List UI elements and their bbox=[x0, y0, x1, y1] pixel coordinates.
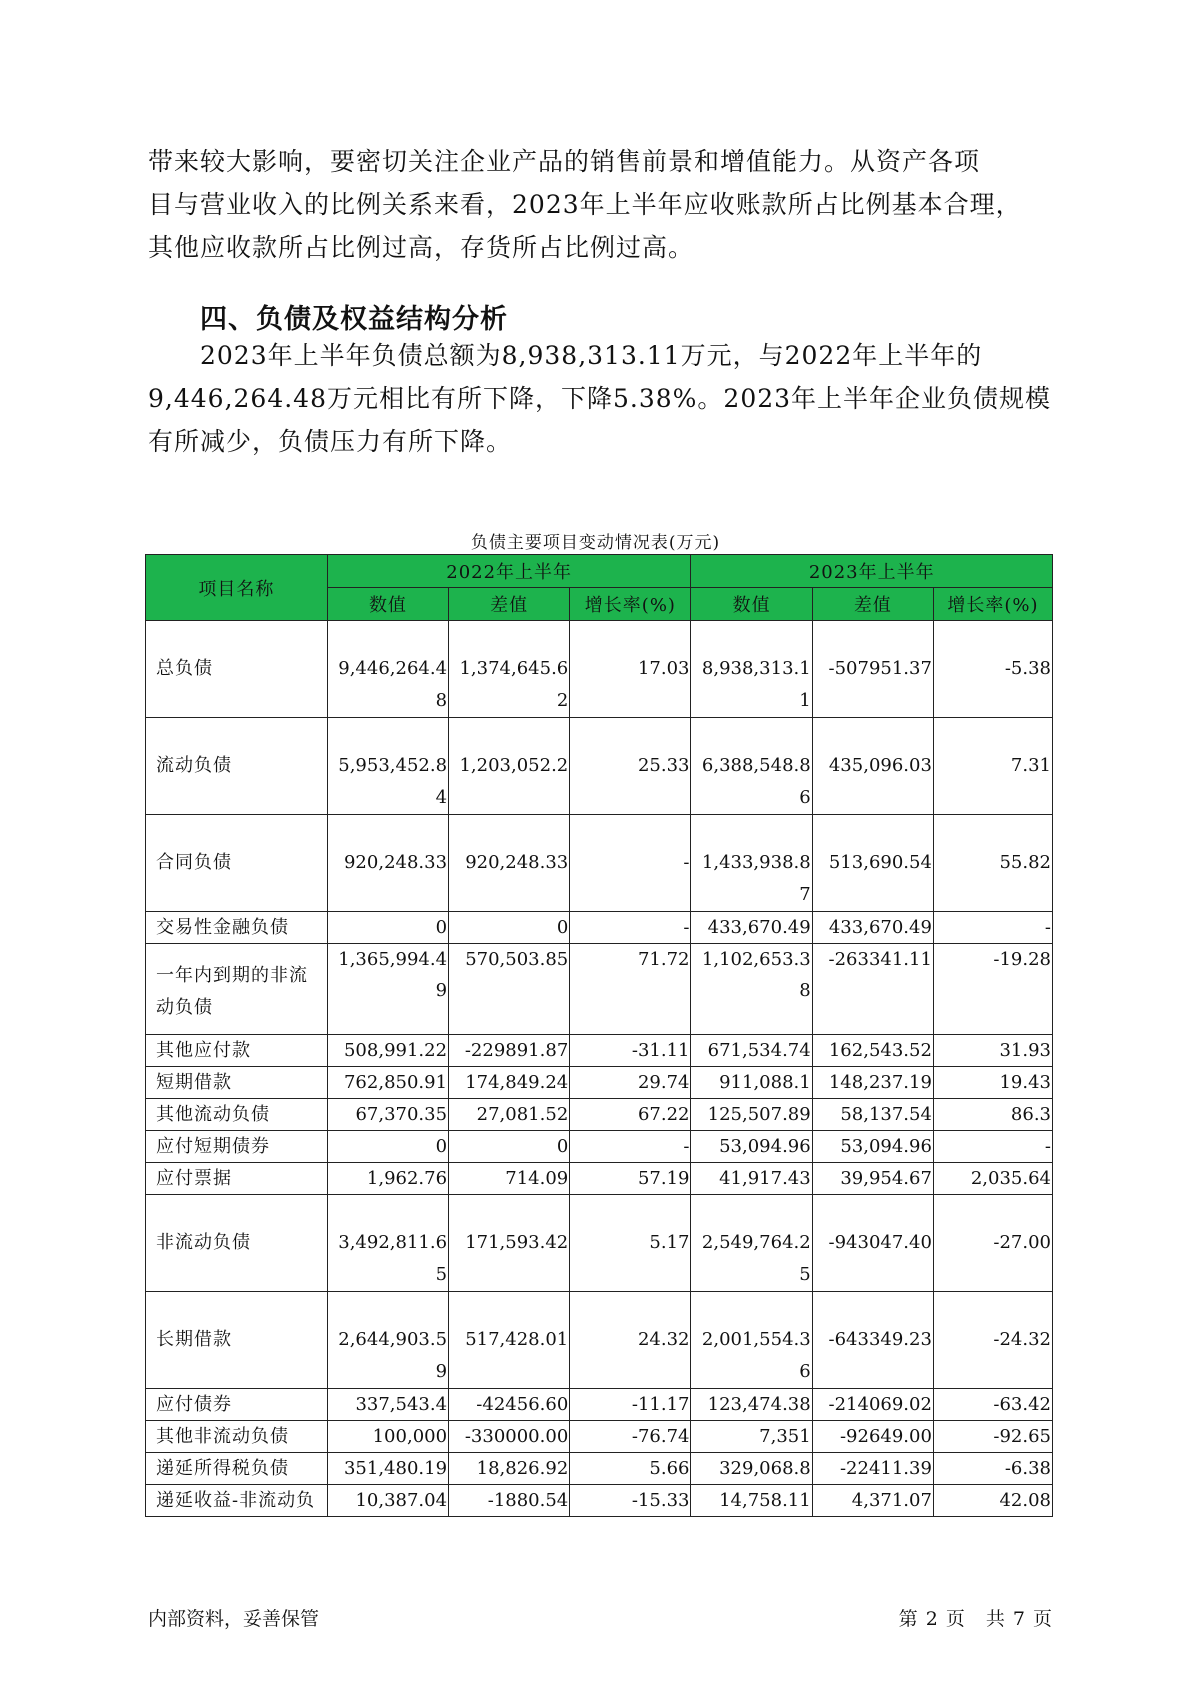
cell-text: 517,428.01 bbox=[465, 1329, 569, 1350]
cell-text: 24.32 bbox=[637, 1329, 690, 1350]
cell-text: 513,690.54 bbox=[828, 852, 932, 873]
table-cell-d23 bbox=[812, 1389, 933, 1421]
table-cell-d23 bbox=[812, 1067, 933, 1099]
page-number: 第 2 页 共 7 页 bbox=[898, 1608, 1053, 1630]
table-cell-g23 bbox=[933, 912, 1052, 944]
cell-text: 148,237.19 bbox=[828, 1072, 932, 1093]
table-cell-g22 bbox=[570, 1035, 691, 1067]
table-cell-d23 bbox=[812, 621, 933, 718]
table-cell-v22 bbox=[327, 815, 448, 912]
table-cell-g22 bbox=[570, 1131, 691, 1163]
header-growth-2022: 增长率(%) bbox=[570, 588, 691, 621]
table-cell-g22 bbox=[570, 1067, 691, 1099]
cell-text: 19.43 bbox=[999, 1072, 1051, 1093]
table-cell-d22 bbox=[449, 1163, 570, 1195]
cell-text: 2,549,764.25 bbox=[701, 1232, 811, 1285]
body-paragraph bbox=[148, 334, 1056, 463]
intro-line: 目与营业收入的比例关系来看，2023年上半年应收账款所占比例基本合理， bbox=[148, 190, 1022, 219]
cell-text: 329,068.8 bbox=[719, 1458, 811, 1479]
cell-text: 55.82 bbox=[999, 852, 1051, 873]
cell-text: 应付短期债券 bbox=[156, 1136, 270, 1157]
cell-text: -643349.23 bbox=[828, 1329, 932, 1350]
cell-text: 1,102,653.38 bbox=[701, 949, 811, 1001]
cell-text: - bbox=[1044, 917, 1051, 938]
cell-text: -27.00 bbox=[993, 1232, 1051, 1253]
table-cell-g22 bbox=[570, 1389, 691, 1421]
table-cell-d23 bbox=[812, 1035, 933, 1067]
row-label bbox=[146, 1421, 328, 1453]
table-cell-v22 bbox=[327, 1099, 448, 1131]
footer-confidential: 内部资料，妥善保管 bbox=[148, 1608, 320, 1630]
cell-text: -24.32 bbox=[993, 1329, 1051, 1350]
cell-text: -42456.60 bbox=[476, 1394, 569, 1415]
cell-text: 2,644,903.59 bbox=[338, 1329, 448, 1382]
cell-text: 41,917.43 bbox=[719, 1168, 811, 1189]
cell-text: 162,543.52 bbox=[828, 1040, 932, 1061]
table-cell-g22 bbox=[570, 1163, 691, 1195]
cell-text: 337,543.4 bbox=[355, 1394, 448, 1415]
cell-text: 应付票据 bbox=[156, 1168, 232, 1189]
liabilities-table bbox=[145, 554, 1053, 1517]
row-label bbox=[146, 1067, 328, 1099]
table-cell-g22 bbox=[570, 1453, 691, 1485]
table-cell-g22 bbox=[570, 1195, 691, 1292]
cell-text: 14,758.11 bbox=[719, 1490, 811, 1511]
table-cell-d22 bbox=[449, 1389, 570, 1421]
cell-text: -507951.37 bbox=[828, 658, 932, 679]
table-row bbox=[146, 1195, 1053, 1292]
header-period-2022: 2022年上半年 bbox=[327, 555, 691, 588]
cell-text: 其他应付款 bbox=[156, 1040, 251, 1061]
cell-text: -92.65 bbox=[993, 1426, 1051, 1447]
cell-text: 2,035.64 bbox=[970, 1168, 1051, 1189]
table-cell-d23 bbox=[812, 1131, 933, 1163]
cell-text: 4,371.07 bbox=[851, 1490, 932, 1511]
cell-text: 合同负债 bbox=[156, 852, 232, 873]
table-row bbox=[146, 1067, 1053, 1099]
cell-text: 71.72 bbox=[637, 949, 690, 970]
cell-text: 671,534.74 bbox=[707, 1040, 811, 1061]
cell-text: 171,593.42 bbox=[465, 1232, 569, 1253]
table-row bbox=[146, 1453, 1053, 1485]
cell-text: 递延所得税负债 bbox=[156, 1458, 289, 1479]
cell-text: -76.74 bbox=[631, 1426, 690, 1447]
cell-text: 714.09 bbox=[505, 1168, 569, 1189]
table-cell-d22 bbox=[449, 815, 570, 912]
cell-text: 29.74 bbox=[637, 1072, 690, 1093]
cell-text: 一年内到期的非流动负债 bbox=[156, 965, 308, 1018]
header-item-name: 项目名称 bbox=[146, 555, 328, 621]
table-cell-v23 bbox=[691, 1163, 812, 1195]
cell-text: -63.42 bbox=[993, 1394, 1051, 1415]
table-cell-g22 bbox=[570, 912, 691, 944]
table-cell-g23 bbox=[933, 1163, 1052, 1195]
table-cell-d22 bbox=[449, 1131, 570, 1163]
row-label bbox=[146, 1163, 328, 1195]
cell-text: 非流动负债 bbox=[156, 1232, 251, 1253]
cell-text: 2,001,554.36 bbox=[701, 1329, 811, 1382]
table-body bbox=[146, 621, 1053, 1517]
table-cell-v22 bbox=[327, 1292, 448, 1389]
cell-text: 0 bbox=[556, 917, 569, 938]
cell-text: 39,954.67 bbox=[840, 1168, 932, 1189]
body-line: 2023年上半年负债总额为8,938,313.11万元，与2022年上半年的 bbox=[200, 341, 983, 370]
cell-text: 10,387.04 bbox=[355, 1490, 448, 1511]
table-cell-v22 bbox=[327, 621, 448, 718]
table-cell-v23 bbox=[691, 718, 812, 815]
row-label bbox=[146, 621, 328, 718]
table-cell-v22 bbox=[327, 1195, 448, 1292]
table-cell-g22 bbox=[570, 944, 691, 1035]
cell-text: 920,248.33 bbox=[343, 852, 448, 873]
cell-text: 123,474.38 bbox=[707, 1394, 811, 1415]
table-cell-v23 bbox=[691, 1453, 812, 1485]
cell-text: 53,094.96 bbox=[840, 1136, 932, 1157]
table-cell-d22 bbox=[449, 1453, 570, 1485]
cell-text: 交易性金融负债 bbox=[156, 917, 289, 938]
table-cell-g22 bbox=[570, 1099, 691, 1131]
cell-text: 5,953,452.84 bbox=[338, 755, 448, 808]
table-cell-d23 bbox=[812, 1163, 933, 1195]
table-row bbox=[146, 1421, 1053, 1453]
cell-text: 920,248.33 bbox=[465, 852, 569, 873]
cell-text: 总负债 bbox=[156, 658, 213, 679]
table-row bbox=[146, 1389, 1053, 1421]
table-cell-g22 bbox=[570, 1421, 691, 1453]
table-cell-d23 bbox=[812, 1421, 933, 1453]
cell-text: 100,000 bbox=[372, 1426, 448, 1447]
cell-text: 1,203,052.2 bbox=[459, 755, 569, 776]
cell-text: 25.33 bbox=[637, 755, 690, 776]
cell-text: 433,670.49 bbox=[707, 917, 811, 938]
table-cell-g22 bbox=[570, 1292, 691, 1389]
cell-text: 174,849.24 bbox=[465, 1072, 569, 1093]
table-cell-d23 bbox=[812, 1099, 933, 1131]
table-cell-v22 bbox=[327, 1163, 448, 1195]
intro-line: 带来较大影响，要密切关注企业产品的销售前景和增值能力。从资产各项 bbox=[148, 147, 981, 176]
row-label bbox=[146, 944, 328, 1035]
cell-text: 1,433,938.87 bbox=[701, 852, 811, 905]
table-row bbox=[146, 1485, 1053, 1517]
cell-text: 9,446,264.48 bbox=[338, 658, 448, 711]
table-row bbox=[146, 1131, 1053, 1163]
table-cell-d22 bbox=[449, 1421, 570, 1453]
cell-text: 6,388,548.86 bbox=[701, 755, 811, 808]
table-row bbox=[146, 944, 1053, 1035]
cell-text: 42.08 bbox=[999, 1490, 1051, 1511]
cell-text: 125,507.89 bbox=[707, 1104, 811, 1125]
table-cell-g23 bbox=[933, 1421, 1052, 1453]
table-cell-v23 bbox=[691, 1389, 812, 1421]
intro-line: 其他应收款所占比例过高，存货所占比例过高。 bbox=[148, 233, 695, 262]
table-row bbox=[146, 1292, 1053, 1389]
cell-text: 351,480.19 bbox=[343, 1458, 448, 1479]
table-cell-g23 bbox=[933, 1099, 1052, 1131]
row-label bbox=[146, 912, 328, 944]
table-cell-d22 bbox=[449, 1485, 570, 1517]
row-label bbox=[146, 718, 328, 815]
table-cell-d23 bbox=[812, 1485, 933, 1517]
table-cell-v23 bbox=[691, 1035, 812, 1067]
table-cell-v22 bbox=[327, 912, 448, 944]
table-cell-v23 bbox=[691, 1099, 812, 1131]
table-cell-d23 bbox=[812, 1195, 933, 1292]
header-growth-2023: 增长率(%) bbox=[933, 588, 1052, 621]
table-cell-d22 bbox=[449, 912, 570, 944]
cell-text: -1880.54 bbox=[487, 1490, 569, 1511]
table-cell-g23 bbox=[933, 1035, 1052, 1067]
cell-text: 短期借款 bbox=[156, 1072, 232, 1093]
row-label bbox=[146, 1292, 328, 1389]
cell-text: 67.22 bbox=[637, 1104, 690, 1125]
cell-text: 流动负债 bbox=[156, 755, 232, 776]
table-cell-v22 bbox=[327, 1453, 448, 1485]
cell-text: 1,374,645.62 bbox=[459, 658, 569, 711]
table-cell-v23 bbox=[691, 944, 812, 1035]
table-cell-g23 bbox=[933, 621, 1052, 718]
cell-text: 7.31 bbox=[1010, 755, 1051, 776]
row-label bbox=[146, 1131, 328, 1163]
cell-text: - bbox=[683, 852, 690, 873]
cell-text: -11.17 bbox=[631, 1394, 690, 1415]
table-cell-g23 bbox=[933, 1453, 1052, 1485]
cell-text: -5.38 bbox=[1004, 658, 1051, 679]
cell-text: 5.66 bbox=[649, 1458, 690, 1479]
table-cell-g23 bbox=[933, 1292, 1052, 1389]
intro-paragraph bbox=[148, 140, 1056, 269]
row-label bbox=[146, 815, 328, 912]
cell-text: 其他非流动负债 bbox=[156, 1426, 289, 1447]
cell-text: 27,081.52 bbox=[476, 1104, 569, 1125]
cell-text: 8,938,313.11 bbox=[701, 658, 811, 711]
row-label bbox=[146, 1195, 328, 1292]
table-cell-g23 bbox=[933, 1067, 1052, 1099]
table-cell-g23 bbox=[933, 1389, 1052, 1421]
cell-text: 17.03 bbox=[637, 658, 690, 679]
table-cell-v23 bbox=[691, 1292, 812, 1389]
cell-text: 0 bbox=[435, 1136, 448, 1157]
table-cell-g23 bbox=[933, 1131, 1052, 1163]
cell-text: -22411.39 bbox=[839, 1458, 932, 1479]
header-diff-2022: 差值 bbox=[449, 588, 570, 621]
cell-text: - bbox=[1044, 1136, 1051, 1157]
cell-text: 762,850.91 bbox=[343, 1072, 448, 1093]
header-value-2023: 数值 bbox=[691, 588, 812, 621]
cell-text: -263341.11 bbox=[828, 949, 932, 970]
table-row bbox=[146, 718, 1053, 815]
table-cell-v23 bbox=[691, 1067, 812, 1099]
header-diff-2023: 差值 bbox=[812, 588, 933, 621]
table-cell-v22 bbox=[327, 1067, 448, 1099]
cell-text: -330000.00 bbox=[464, 1426, 569, 1447]
cell-text: 1,962.76 bbox=[366, 1168, 448, 1189]
table-cell-v23 bbox=[691, 621, 812, 718]
cell-text: -229891.87 bbox=[464, 1040, 569, 1061]
table-cell-v23 bbox=[691, 815, 812, 912]
cell-text: 18,826.92 bbox=[476, 1458, 569, 1479]
row-label bbox=[146, 1485, 328, 1517]
header-period-2023: 2023年上半年 bbox=[691, 555, 1053, 588]
cell-text: -19.28 bbox=[993, 949, 1051, 970]
table-cell-v22 bbox=[327, 718, 448, 815]
table-cell-g23 bbox=[933, 1485, 1052, 1517]
table-cell-v22 bbox=[327, 1485, 448, 1517]
table-cell-v23 bbox=[691, 1421, 812, 1453]
cell-text: 67,370.35 bbox=[355, 1104, 448, 1125]
cell-text: -92649.00 bbox=[839, 1426, 932, 1447]
section-heading: 四、负债及权益结构分析 bbox=[200, 304, 508, 335]
cell-text: 应付债券 bbox=[156, 1394, 232, 1415]
cell-text: 31.93 bbox=[999, 1040, 1051, 1061]
cell-text: -15.33 bbox=[631, 1490, 690, 1511]
table-cell-v23 bbox=[691, 912, 812, 944]
table-cell-v23 bbox=[691, 1131, 812, 1163]
table-cell-v22 bbox=[327, 944, 448, 1035]
table-cell-d22 bbox=[449, 1099, 570, 1131]
table-cell-d22 bbox=[449, 944, 570, 1035]
table-row bbox=[146, 1099, 1053, 1131]
table-cell-d22 bbox=[449, 718, 570, 815]
table-cell-v22 bbox=[327, 1131, 448, 1163]
table-cell-g22 bbox=[570, 718, 691, 815]
table-cell-d22 bbox=[449, 1195, 570, 1292]
row-label bbox=[146, 1453, 328, 1485]
cell-text: - bbox=[683, 1136, 690, 1157]
cell-text: 7,351 bbox=[759, 1426, 811, 1447]
row-label bbox=[146, 1389, 328, 1421]
cell-text: 911,088.1 bbox=[719, 1072, 811, 1093]
table-cell-g22 bbox=[570, 1485, 691, 1517]
table-cell-d22 bbox=[449, 1292, 570, 1389]
table-cell-d22 bbox=[449, 621, 570, 718]
cell-text: 5.17 bbox=[649, 1232, 690, 1253]
cell-text: 0 bbox=[556, 1136, 569, 1157]
table-caption: 负债主要项目变动情况表(万元) bbox=[470, 533, 721, 553]
cell-text: 递延收益-非流动负 bbox=[156, 1490, 316, 1511]
cell-text: -943047.40 bbox=[828, 1232, 932, 1253]
table-cell-d23 bbox=[812, 944, 933, 1035]
cell-text: 1,365,994.49 bbox=[338, 949, 448, 1001]
cell-text: -31.11 bbox=[631, 1040, 690, 1061]
cell-text: 长期借款 bbox=[156, 1329, 232, 1350]
table-cell-d22 bbox=[449, 1067, 570, 1099]
body-line: 9,446,264.48万元相比有所下降，下降5.38%。2023年上半年企业负债规模 bbox=[148, 384, 1052, 413]
table-row bbox=[146, 1035, 1053, 1067]
body-line: 有所减少，负债压力有所下降。 bbox=[148, 427, 513, 456]
header-value-2022: 数值 bbox=[327, 588, 448, 621]
table-cell-d23 bbox=[812, 1453, 933, 1485]
row-label bbox=[146, 1099, 328, 1131]
table-cell-v22 bbox=[327, 1389, 448, 1421]
table-cell-g22 bbox=[570, 815, 691, 912]
cell-text: - bbox=[683, 917, 690, 938]
table-cell-g23 bbox=[933, 718, 1052, 815]
table-cell-d23 bbox=[812, 815, 933, 912]
table-cell-d23 bbox=[812, 718, 933, 815]
table-cell-v23 bbox=[691, 1485, 812, 1517]
cell-text: 57.19 bbox=[637, 1168, 690, 1189]
cell-text: 570,503.85 bbox=[465, 949, 569, 970]
cell-text: 58,137.54 bbox=[840, 1104, 932, 1125]
cell-text: -214069.02 bbox=[828, 1394, 932, 1415]
cell-text: 53,094.96 bbox=[719, 1136, 811, 1157]
cell-text: -6.38 bbox=[1004, 1458, 1051, 1479]
cell-text: 508,991.22 bbox=[343, 1040, 448, 1061]
cell-text: 433,670.49 bbox=[828, 917, 932, 938]
table-row bbox=[146, 815, 1053, 912]
table-cell-v22 bbox=[327, 1421, 448, 1453]
table-row bbox=[146, 621, 1053, 718]
cell-text: 86.3 bbox=[1010, 1104, 1051, 1125]
table-cell-d22 bbox=[449, 1035, 570, 1067]
table-cell-v23 bbox=[691, 1195, 812, 1292]
table-cell-g22 bbox=[570, 621, 691, 718]
table-cell-g23 bbox=[933, 1195, 1052, 1292]
table-row bbox=[146, 1163, 1053, 1195]
cell-text: 其他流动负债 bbox=[156, 1104, 270, 1125]
row-label bbox=[146, 1035, 328, 1067]
cell-text: 435,096.03 bbox=[828, 755, 932, 776]
table-row bbox=[146, 912, 1053, 944]
cell-text: 0 bbox=[435, 917, 448, 938]
cell-text: 3,492,811.65 bbox=[338, 1232, 448, 1285]
table-cell-g23 bbox=[933, 944, 1052, 1035]
table-cell-g23 bbox=[933, 815, 1052, 912]
table-cell-d23 bbox=[812, 1292, 933, 1389]
table-cell-d23 bbox=[812, 912, 933, 944]
table-cell-v22 bbox=[327, 1035, 448, 1067]
